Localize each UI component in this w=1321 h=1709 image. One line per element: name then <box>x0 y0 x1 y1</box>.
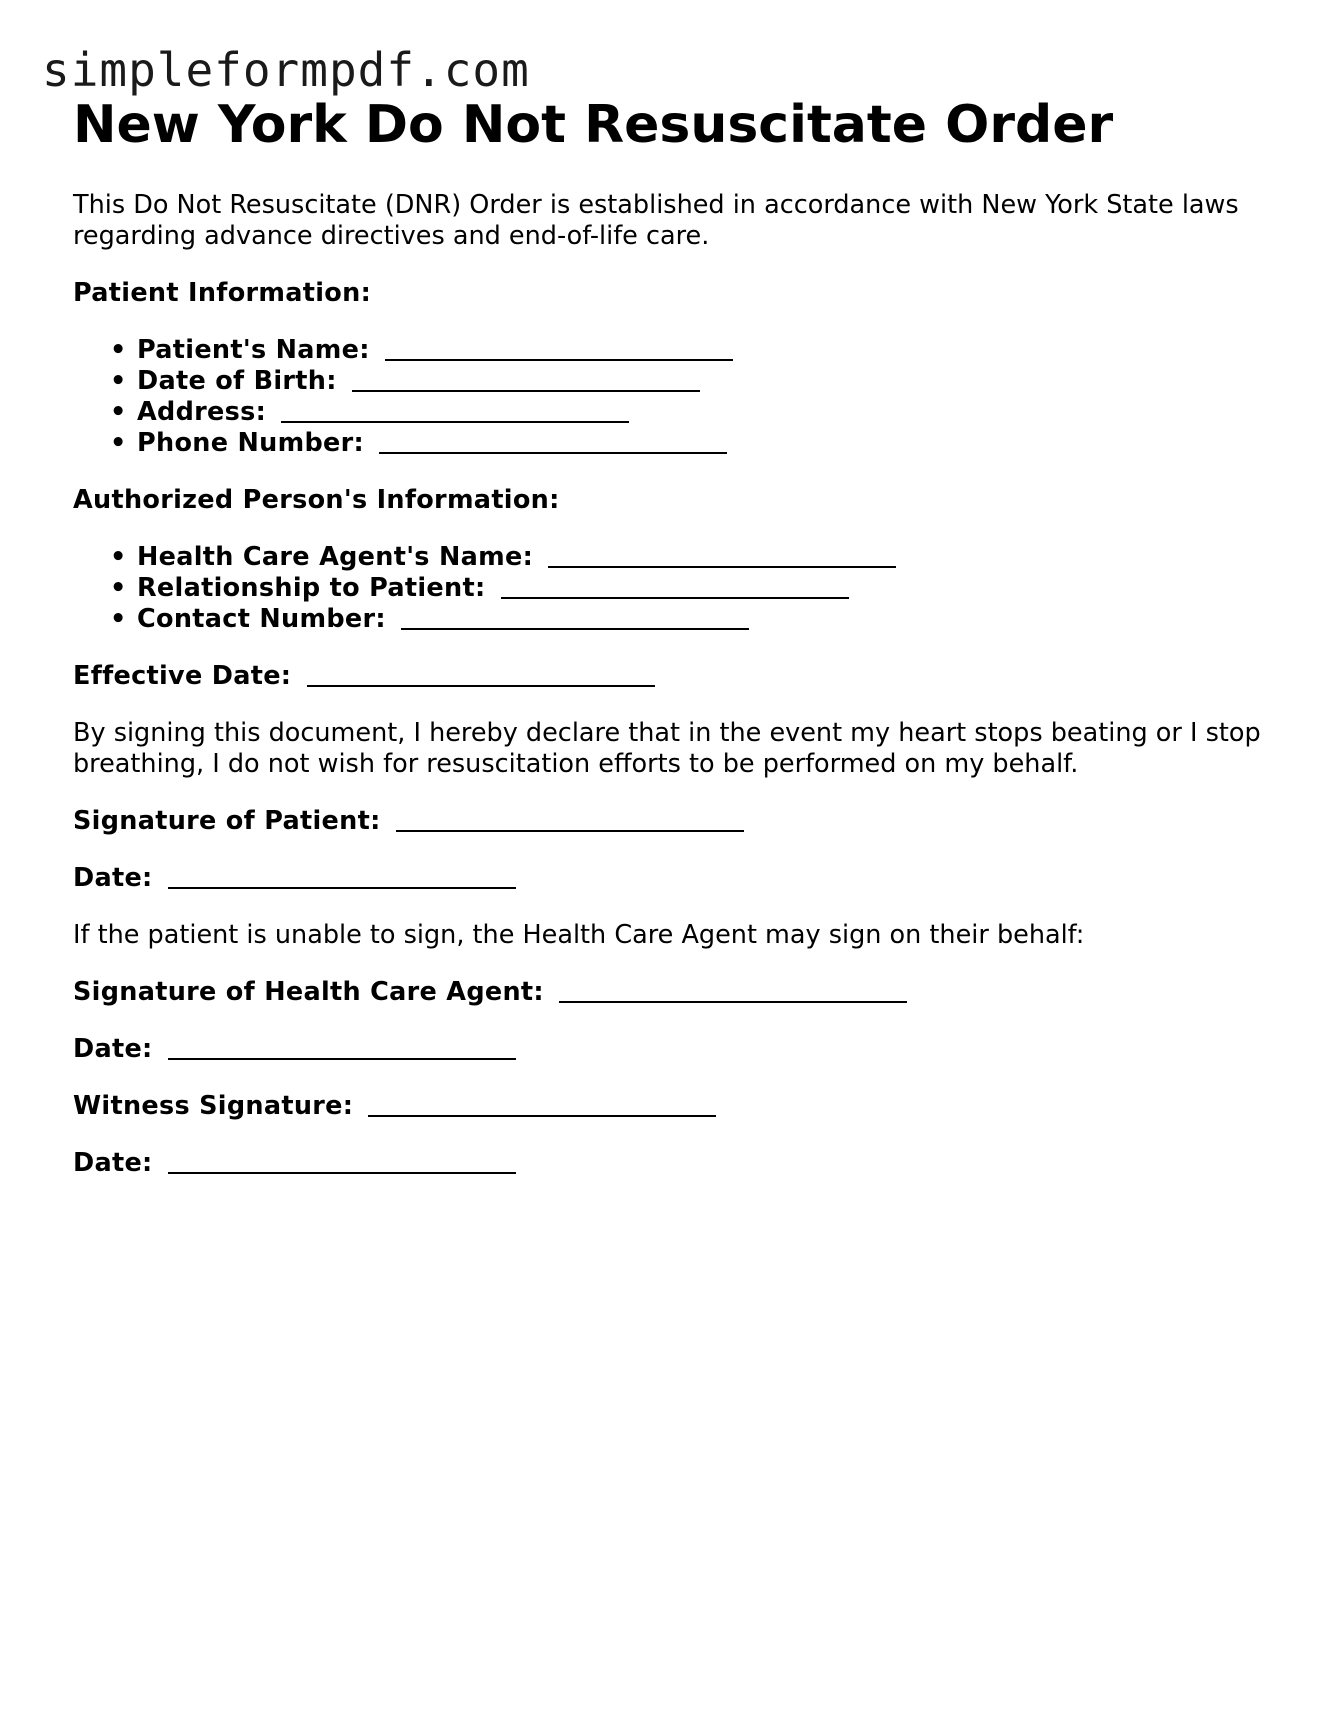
site-watermark: simpleformpdf.com <box>42 43 530 97</box>
page-title: New York Do Not Resuscitate Order <box>73 95 1114 155</box>
patient-info-list <box>73 335 1273 459</box>
patient-date-field <box>73 863 1273 894</box>
bullet: • <box>110 335 127 365</box>
field-label: Date: <box>73 1034 153 1064</box>
contact-number-blank[interactable] <box>401 604 749 630</box>
field-label: Patient's Name: <box>137 335 370 365</box>
field-label: Phone Number: <box>137 428 364 458</box>
contact-number-field <box>110 604 1273 635</box>
agent-note-paragraph: If the patient is unable to sign, the Health Care Agent may sign on their behalf: <box>73 920 1085 950</box>
effective-date-field <box>73 661 1273 692</box>
field-label: Signature of Patient: <box>73 806 381 836</box>
agent-name-field <box>110 542 1273 573</box>
field-label: Date: <box>73 1148 153 1178</box>
authorized-person-heading: Authorized Person's Information: <box>73 485 560 515</box>
field-label: Date: <box>73 863 153 893</box>
witness-signature-field <box>73 1091 1273 1122</box>
witness-date-field <box>73 1148 1273 1179</box>
patient-signature-blank[interactable] <box>396 806 744 832</box>
witness-signature-blank[interactable] <box>368 1091 716 1117</box>
intro-paragraph: This Do Not Resuscitate (DNR) Order is established in accordance with New York State laws regarding advance directives and end-of-life care. <box>73 190 1239 251</box>
field-label: Signature of Health Care Agent: <box>73 977 544 1007</box>
agent-signature-field <box>73 977 1273 1008</box>
patient-signature-field <box>73 806 1273 837</box>
patient-info-heading: Patient Information: <box>73 278 372 308</box>
relationship-field <box>110 573 1273 604</box>
bullet: • <box>110 573 127 603</box>
date-of-birth-field <box>110 366 1273 397</box>
agent-name-blank[interactable] <box>548 542 896 568</box>
declaration-paragraph: By signing this document, I hereby declare that in the event my heart stops beating or I stop breathing, I do not wish for resuscitation efforts to be performed on my behalf. <box>73 718 1261 779</box>
authorized-person-list <box>73 542 1273 635</box>
bullet: • <box>110 366 127 396</box>
field-label: Address: <box>137 397 267 427</box>
field-label: Witness Signature: <box>73 1091 354 1121</box>
effective-date-blank[interactable] <box>307 661 655 687</box>
phone-number-blank[interactable] <box>379 428 727 454</box>
address-blank[interactable] <box>281 397 629 423</box>
bullet: • <box>110 542 127 572</box>
field-label: Relationship to Patient: <box>137 573 486 603</box>
patient-name-field <box>110 335 1273 366</box>
agent-signature-blank[interactable] <box>559 977 907 1003</box>
field-label: Date of Birth: <box>137 366 337 396</box>
field-label: Effective Date: <box>73 661 292 691</box>
relationship-blank[interactable] <box>501 573 849 599</box>
patient-date-blank[interactable] <box>168 863 516 889</box>
phone-number-field <box>110 428 1273 459</box>
bullet: • <box>110 604 127 634</box>
agent-date-blank[interactable] <box>168 1034 516 1060</box>
bullet: • <box>110 397 127 427</box>
date-of-birth-blank[interactable] <box>352 366 700 392</box>
field-label: Health Care Agent's Name: <box>137 542 534 572</box>
agent-date-field <box>73 1034 1273 1065</box>
field-label: Contact Number: <box>137 604 386 634</box>
bullet: • <box>110 428 127 458</box>
patient-name-blank[interactable] <box>385 335 733 361</box>
address-field <box>110 397 1273 428</box>
document-body <box>73 190 1273 1205</box>
witness-date-blank[interactable] <box>168 1148 516 1174</box>
